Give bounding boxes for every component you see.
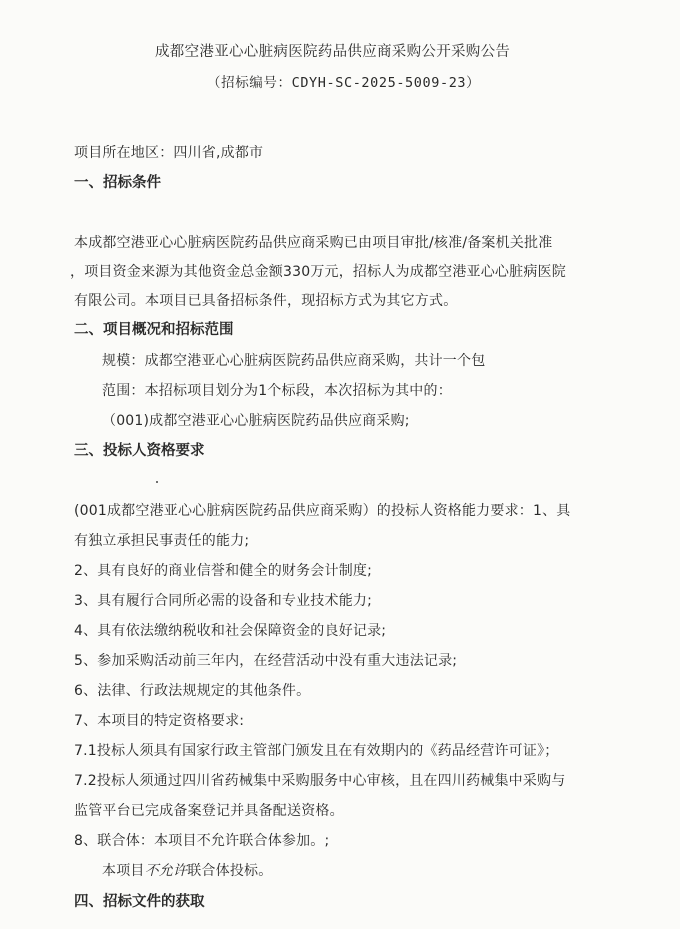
- consortium-handwritten-mark: 不允许: [144, 863, 188, 879]
- consortium-prefix: 本项目: [102, 863, 145, 879]
- consortium-suffix: 联合体投标。: [187, 863, 273, 879]
- section-3-heading: 三、投标人资格要求: [74, 443, 205, 459]
- qualification-item: 2、具有良好的商业信誉和健全的财务会计制度;: [74, 563, 373, 579]
- lot-description: （001)成都空港亚心心脏病医院药品供应商采购;: [102, 413, 410, 429]
- qualification-item: 7、本项目的特定资格要求:: [74, 713, 245, 729]
- project-scale: 规模：成都空港亚心心脏病医院药品供应商采购，共计一个包: [102, 353, 486, 369]
- qualification-item: 7.2投标人须通过四川省药械集中采购服务中心审核，且在四川药械集中采购与: [74, 773, 566, 789]
- qualification-item: 4、具有依法缴纳税收和社会保障资金的良好记录;: [74, 623, 387, 639]
- section-1-line-1: 本成都空港亚心心脏病医院药品供应商采购已由项目审批/核准/备案机关批准: [74, 235, 553, 251]
- consortium-rule: 8、联合体：本项目不允许联合体参加。;: [74, 833, 330, 849]
- document-title: 成都空港亚心心脏病医院药品供应商采购公开采购公告: [155, 44, 511, 60]
- qualification-intro-1: (001成都空港亚心心脏病医院药品供应商采购）的投标人资格能力要求：1、具: [74, 503, 571, 519]
- section-2-heading: 二、项目概况和招标范围: [74, 322, 234, 338]
- bid-number: （招标编号：CDYH-SC-2025-5009-23）: [207, 75, 481, 91]
- section-1-line-2: ，项目资金来源为其他资金总金额330万元，招标人为成都空港亚心心脏病医院: [70, 264, 566, 280]
- qualification-item: 7.1投标人须具有国家行政主管部门颁发且在有效期内的《药品经营许可证》；: [74, 743, 559, 759]
- qualification-item: 监管平台已完成备案登记并具备配送资格。: [74, 803, 344, 819]
- section-1-heading: 一、招标条件: [74, 175, 161, 191]
- section-1-line-3: 有限公司。本项目已具备招标条件，现招标方式为其它方式。: [74, 293, 458, 309]
- qualification-item: 3、具有履行合同所必需的设备和专业技术能力;: [74, 593, 373, 609]
- consortium-note: [102, 861, 272, 881]
- qualification-intro-2: 有独立承担民事责任的能力;: [74, 533, 250, 549]
- project-location: 项目所在地区：四川省,成都市: [74, 145, 264, 161]
- project-scope: 范围：本招标项目划分为1个标段，本次招标为其中的：: [102, 383, 452, 399]
- section-4-heading: 四、招标文件的获取: [74, 894, 205, 910]
- qualification-item: 5、参加采购活动前三年内，在经营活动中没有重大违法记录;: [74, 653, 458, 669]
- stray-dot: [156, 481, 158, 483]
- qualification-item: 6、法律、行政法规规定的其他条件。: [74, 683, 311, 699]
